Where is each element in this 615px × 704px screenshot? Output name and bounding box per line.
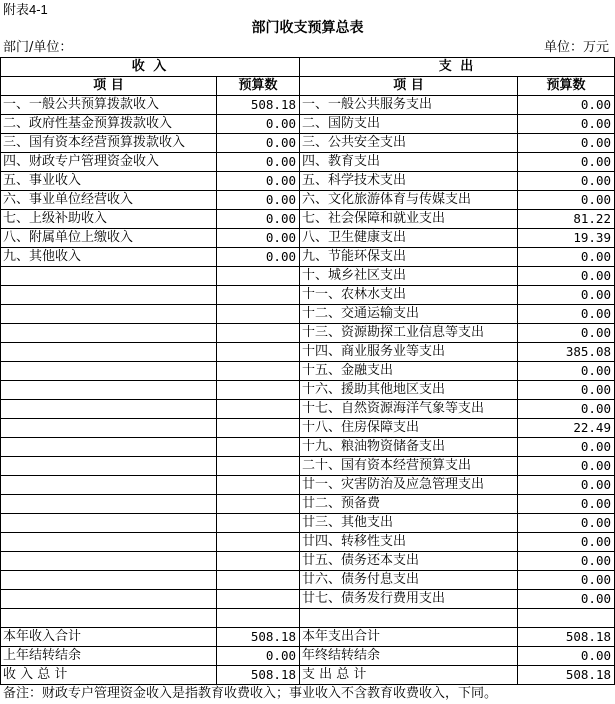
expense-item-cell: 十六、援助其他地区支出 [300, 381, 518, 400]
income-budget-cell [217, 609, 300, 628]
expense-budget-cell: 0.00 [518, 457, 615, 476]
income-budget-cell: 508.18 [217, 96, 300, 115]
income-item-cell [1, 495, 217, 514]
expense-item-cell: 五、科学技术支出 [300, 172, 518, 191]
income-budget-cell [217, 286, 300, 305]
table-row [1, 343, 615, 362]
income-item-cell [1, 533, 217, 552]
expense-item-cell: 廿五、债务还本支出 [300, 552, 518, 571]
expense-budget-cell: 0.00 [518, 248, 615, 267]
expense-item-cell: 十四、商业服务业等支出 [300, 343, 518, 362]
income-item-cell [1, 590, 217, 609]
expense-item-cell: 二十、国有资本经营预算支出 [300, 457, 518, 476]
table-row [1, 134, 615, 153]
income-item-cell [1, 343, 217, 362]
expense-budget-cell: 0.00 [518, 590, 615, 609]
income-budget-cell [217, 533, 300, 552]
expense-budget-cell: 0.00 [518, 571, 615, 590]
expense-budget-cell: 385.08 [518, 343, 615, 362]
expense-budget-cell: 508.18 [518, 628, 615, 647]
income-item-cell [1, 514, 217, 533]
table-row [1, 514, 615, 533]
table-row [1, 609, 615, 628]
expense-item-cell: 二、国防支出 [300, 115, 518, 134]
table-body [1, 96, 615, 628]
income-item-cell: 二、政府性基金预算拨款收入 [1, 115, 217, 134]
income-item-cell [1, 400, 217, 419]
table-row [1, 590, 615, 609]
expense-item-cell: 十八、住房保障支出 [300, 419, 518, 438]
income-item-cell [1, 267, 217, 286]
table-row [1, 495, 615, 514]
income-budget-cell [217, 476, 300, 495]
expense-budget-cell: 0.00 [518, 552, 615, 571]
expense-item-cell: 十九、粮油物资储备支出 [300, 438, 518, 457]
annex-label: 附表4-1 [3, 2, 48, 17]
income-item-cell [1, 419, 217, 438]
expense-budget-cell: 0.00 [518, 381, 615, 400]
income-budget-cell [217, 438, 300, 457]
expense-budget-cell: 0.00 [518, 115, 615, 134]
expense-item-cell: 十三、资源勘探工业信息等支出 [300, 324, 518, 343]
table-row [1, 438, 615, 457]
income-budget-cell: 0.00 [217, 153, 300, 172]
income-item-cell [1, 381, 217, 400]
income-budget-cell: 0.00 [217, 134, 300, 153]
expense-budget-cell: 0.00 [518, 96, 615, 115]
income-budget-cell [217, 400, 300, 419]
table-row [1, 210, 615, 229]
income-item-cell: 四、财政专户管理资金收入 [1, 153, 217, 172]
income-budget-cell [217, 552, 300, 571]
expense-budget-cell: 0.00 [518, 400, 615, 419]
expense-budget-cell: 0.00 [518, 191, 615, 210]
table-row [1, 533, 615, 552]
expense-budget-cell: 0.00 [518, 153, 615, 172]
income-budget-cell [217, 362, 300, 381]
unit-label: 单位：万元 [543, 40, 609, 55]
income-item-cell: 九、其他收入 [1, 248, 217, 267]
expense-budget-cell: 0.00 [518, 362, 615, 381]
department-label: 部门/单位： [3, 40, 73, 55]
expense-item-cell: 十二、交通运输支出 [300, 305, 518, 324]
expense-item-cell: 六、文化旅游体育与传媒支出 [300, 191, 518, 210]
page-title: 部门收支预算总表 [251, 20, 364, 36]
expense-item-cell: 七、社会保障和就业支出 [300, 210, 518, 229]
expense-item-cell: 支 出 总 计 [300, 666, 518, 685]
expense-budget-cell: 0.00 [518, 647, 615, 666]
table-row [1, 571, 615, 590]
expense-item-cell: 本年支出合计 [300, 628, 518, 647]
expense-item-cell: 四、教育支出 [300, 153, 518, 172]
table-row [1, 153, 615, 172]
income-item-cell: 一、一般公共预算拨款收入 [1, 96, 217, 115]
table-row [1, 115, 615, 134]
expense-item-cell: 一、一般公共服务支出 [300, 96, 518, 115]
income-item-cell: 本年收入合计 [1, 628, 217, 647]
expense-budget-cell: 0.00 [518, 305, 615, 324]
expense-budget-cell: 508.18 [518, 666, 615, 685]
expense-item-cell: 三、公共安全支出 [300, 134, 518, 153]
income-item-column-header: 项 目 [1, 77, 217, 96]
income-budget-cell [217, 495, 300, 514]
total-row [1, 666, 615, 685]
table-row [1, 457, 615, 476]
income-budget-cell [217, 419, 300, 438]
expense-item-cell: 廿一、灾害防治及应急管理支出 [300, 476, 518, 495]
income-budget-cell: 0.00 [217, 248, 300, 267]
expense-budget-cell: 0.00 [518, 134, 615, 153]
table-row [1, 96, 615, 115]
income-budget-cell: 0.00 [217, 172, 300, 191]
income-header: 收 入 [1, 58, 300, 77]
income-item-cell [1, 571, 217, 590]
table-row [1, 419, 615, 438]
income-budget-cell [217, 305, 300, 324]
income-item-cell: 六、事业单位经营收入 [1, 191, 217, 210]
table-row [1, 229, 615, 248]
income-item-cell: 三、国有资本经营预算拨款收入 [1, 134, 217, 153]
expense-budget-cell: 81.22 [518, 210, 615, 229]
table-row [1, 476, 615, 495]
income-item-cell [1, 286, 217, 305]
expense-budget-column-header: 预算数 [518, 77, 615, 96]
table-row [1, 324, 615, 343]
income-item-cell [1, 457, 217, 476]
expense-header: 支 出 [300, 58, 615, 77]
income-item-cell: 八、附属单位上缴收入 [1, 229, 217, 248]
footnote: 备注：财政专户管理资金收入是指教育收费收入；事业收入不含教育收费收入，下同。 [3, 686, 498, 701]
expense-budget-cell [518, 609, 615, 628]
income-item-cell: 七、上级补助收入 [1, 210, 217, 229]
expense-item-cell: 廿二、预备费 [300, 495, 518, 514]
expense-item-cell: 年终结转结余 [300, 647, 518, 666]
income-budget-cell [217, 590, 300, 609]
income-item-cell [1, 305, 217, 324]
income-item-cell [1, 609, 217, 628]
expense-budget-cell: 0.00 [518, 172, 615, 191]
table-row [1, 248, 615, 267]
income-item-cell: 收 入 总 计 [1, 666, 217, 685]
income-budget-cell: 508.18 [217, 666, 300, 685]
expense-budget-cell: 0.00 [518, 533, 615, 552]
expense-budget-cell: 0.00 [518, 286, 615, 305]
income-budget-cell: 508.18 [217, 628, 300, 647]
expense-item-cell: 廿四、转移性支出 [300, 533, 518, 552]
expense-item-cell: 十七、自然资源海洋气象等支出 [300, 400, 518, 419]
income-item-cell: 五、事业收入 [1, 172, 217, 191]
budget-table [0, 57, 615, 685]
income-budget-cell: 0.00 [217, 229, 300, 248]
total-row [1, 628, 615, 647]
income-budget-cell: 0.00 [217, 191, 300, 210]
income-budget-cell [217, 571, 300, 590]
table-row [1, 191, 615, 210]
expense-item-cell: 十一、农林水支出 [300, 286, 518, 305]
income-item-cell [1, 438, 217, 457]
income-budget-cell [217, 381, 300, 400]
income-item-cell [1, 476, 217, 495]
income-budget-cell: 0.00 [217, 210, 300, 229]
income-budget-cell: 0.00 [217, 647, 300, 666]
expense-budget-cell: 0.00 [518, 438, 615, 457]
total-row [1, 647, 615, 666]
table-row [1, 286, 615, 305]
expense-budget-cell: 0.00 [518, 514, 615, 533]
expense-item-column-header: 项 目 [300, 77, 518, 96]
expense-item-cell: 廿三、其他支出 [300, 514, 518, 533]
expense-item-cell: 十、城乡社区支出 [300, 267, 518, 286]
expense-item-cell: 廿六、债务付息支出 [300, 571, 518, 590]
income-budget-cell: 0.00 [217, 115, 300, 134]
table-row [1, 362, 615, 381]
expense-budget-cell: 22.49 [518, 419, 615, 438]
income-budget-cell [217, 267, 300, 286]
table-row [1, 552, 615, 571]
table-row [1, 267, 615, 286]
table-row [1, 381, 615, 400]
expense-item-cell: 廿七、债务发行费用支出 [300, 590, 518, 609]
expense-budget-cell: 19.39 [518, 229, 615, 248]
expense-item-cell: 九、节能环保支出 [300, 248, 518, 267]
table-row [1, 305, 615, 324]
expense-budget-cell: 0.00 [518, 267, 615, 286]
expense-item-cell [300, 609, 518, 628]
table-row [1, 172, 615, 191]
income-item-cell [1, 552, 217, 571]
expense-budget-cell: 0.00 [518, 324, 615, 343]
income-item-cell [1, 324, 217, 343]
income-budget-column-header: 预算数 [217, 77, 300, 96]
income-item-cell: 上年结转结余 [1, 647, 217, 666]
table-row [1, 400, 615, 419]
income-item-cell [1, 362, 217, 381]
expense-item-cell: 八、卫生健康支出 [300, 229, 518, 248]
expense-budget-cell: 0.00 [518, 495, 615, 514]
income-budget-cell [217, 457, 300, 476]
income-budget-cell [217, 343, 300, 362]
totals-body [1, 628, 615, 685]
income-budget-cell [217, 324, 300, 343]
expense-item-cell: 十五、金融支出 [300, 362, 518, 381]
income-budget-cell [217, 514, 300, 533]
expense-budget-cell: 0.00 [518, 476, 615, 495]
